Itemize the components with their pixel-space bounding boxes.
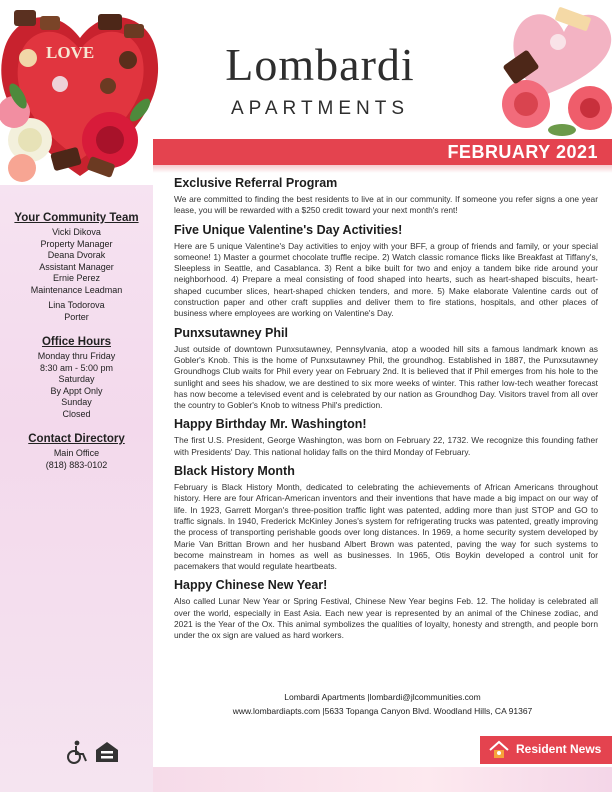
accessibility-housing-icons [28, 739, 128, 765]
article-title: Punxsutawney Phil [174, 325, 288, 340]
contact-heading: Contact Directory [28, 433, 125, 445]
team-member-name: Vicki Dikova [52, 227, 101, 237]
brand-subtitle: APARTMENTS [230, 98, 410, 119]
house-icon [488, 740, 510, 760]
article [174, 464, 598, 572]
love-letters: LOVE [46, 43, 95, 62]
sidebar-content [0, 212, 153, 471]
issue-date-bar [153, 139, 612, 165]
wheelchair-icon [68, 741, 86, 763]
articles-column [174, 176, 598, 648]
valentine-gift-illustration [502, 0, 612, 140]
article-body: Here are 5 unique Valentine's Day activities to enjoy with your BFF, a group of friends and family, or your special someone! 1) Master a gourmet chocolate truffle recipe. 2) Watch classic romance flicks like Breakfast at Tiffany's, Sleepless in Seattle, and Casablanca. 3) Rent a bike built for two and enjoy a tandem bike ride around your neighborhood. 4) Prepare a meal consisting of food shaped into hearts, such as heart-shaped biscuits, heart-shaped cucumber slices, heart-shaped chicken tenders, and more. 5) Make elaborate Valentine cards out of construction paper and other craft supplies and deliver them to fire stations, hospitals, and other places of business where employees are working on Valentine's Day. [174, 240, 598, 319]
page-header [0, 0, 612, 140]
footer-web-address-line[interactable]: www.lombardiapts.com |5633 Topanga Canyon Blvd. Woodland Hills, CA 91367 [232, 706, 533, 716]
equal-housing-icon [96, 742, 118, 762]
date-bar-shadow [153, 165, 612, 173]
contact-line: Main Office [53, 448, 100, 458]
team-member-role: Maintenance Leadman [30, 284, 123, 295]
team-member-role: Porter [64, 311, 89, 322]
valentine-chocolates-illustration [0, 0, 160, 185]
article-title: Five Unique Valentine's Day Activities! [174, 222, 403, 237]
team-member-name: Lina Todorova [48, 300, 105, 310]
hours-line: Closed [62, 408, 91, 419]
footer-email-line[interactable]: Lombardi Apartments |lombardi@jlcommunities.com [284, 692, 481, 702]
brand-name: Lombardi [225, 39, 415, 90]
hours-line: By Appt Only [50, 385, 103, 396]
article-body: Just outside of downtown Punxsutawney, Pennsylvania, atop a wooded hill sits a famous landmark known as Gobler's Knob. This is the home of Punxsutawney Phil, the groundhog. Established in 1887, the Punxsutawney Groundhogs Club waits for Phil every year on February 2nd. It is believed that if Phil emerges from his hole to the sunlight and sees his shadow, we are destined to six more weeks of winter. This rather low-tech weather forecast has now become a televised event and is celebrated by our nation as Groundhog Day. Visitors travel from all over the country to Gobler's Knob to witness Phil's prediction. [174, 343, 598, 411]
team-member-role: Assistant Manager [39, 261, 114, 272]
team-heading: Your Community Team [14, 212, 139, 224]
article [174, 223, 598, 320]
article-title: Happy Chinese New Year! [174, 578, 328, 593]
team-member-name: Deana Dvorak [47, 250, 106, 260]
article-body: We are committed to finding the best residents to live at in our community. If someone you refer signs a one year lease, you will be rewarded with a $250 credit toward your next month's rent! [174, 194, 598, 216]
hours-line: Sunday [61, 397, 92, 407]
article-body: February is Black History Month, dedicated to celebrating the achievements of African Americans throughout history. Here are four African-American inventors and their inventions that have made a big impact on our way of life. In 1923, Garrett Morgan's three-position traffic light was patented, adding more than just STOP and GO to traffic signals. In 1940, Frederick McKinley Jones's system for refrigerating trucks was patented, greatly improving the process of transporting perishable goods over long distances. In 1969, a home security system developed by Marie Van Brittan Brown and her husband Albert Brown was patented, paving the way for such systems to become mainstream in homes as well as businesses. In 1965, Otis Boykin developed a control unit for pacemakers that would regulate heartbeats. [174, 482, 598, 572]
issue-date: FEBRUARY 2021 [447, 142, 598, 162]
article-title: Exclusive Referral Program [174, 176, 338, 190]
hours-line: Monday thru Friday [37, 351, 116, 361]
article [174, 578, 598, 641]
hours-line: Saturday [58, 374, 95, 384]
team-member-role: Property Manager [40, 238, 113, 249]
article-title: Happy Birthday Mr. Washington! [174, 417, 367, 432]
footer-contact [153, 690, 612, 718]
sidebar [0, 185, 153, 792]
article [174, 417, 598, 458]
bottom-decorative-strip [153, 767, 612, 792]
resident-news-badge [480, 736, 612, 764]
hours-heading: Office Hours [41, 336, 111, 348]
team-member-name: Ernie Perez [52, 273, 101, 283]
hours-line: 8:30 am - 5:00 pm [39, 362, 114, 373]
resident-news-label: Resident News [516, 742, 602, 756]
article [174, 326, 598, 412]
article-title: Black History Month [174, 464, 295, 479]
article-body: Also called Lunar New Year or Spring Festival, Chinese New Year begins Feb. 12. The holiday is celebrated all over the world, especially in East Asia. Each new year is represented by an animal of the Chinese zodiac, and 2021 is the Year of the Ox. This animal symbolizes the qualities of loyalty, honesty and strength, and people born under the ox sign are valued as hard workers. [174, 596, 598, 641]
contact-phone[interactable]: (818) 883-0102 [45, 459, 108, 470]
article-body: The first U.S. President, George Washington, was born on February 22, 1732. We recognize this founding father with Presidents' Day. This national holiday falls on the third Monday of February. [174, 435, 598, 457]
article [174, 176, 598, 217]
